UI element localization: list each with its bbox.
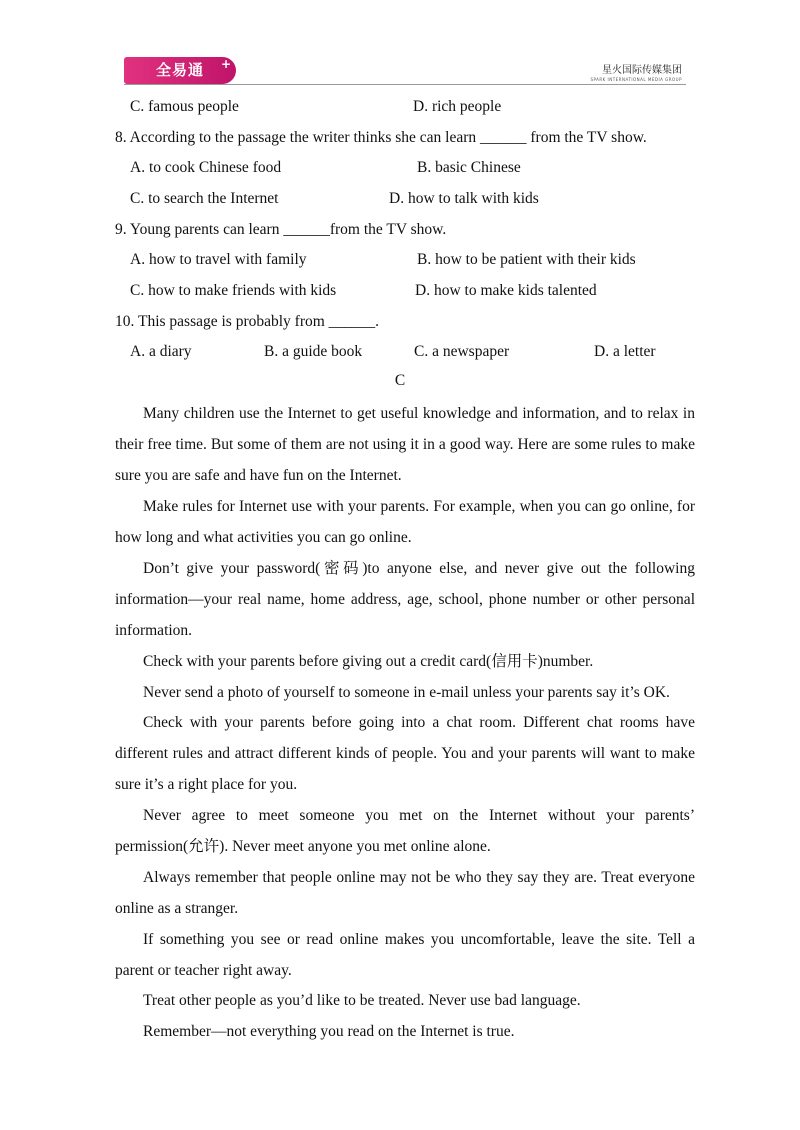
passage-paragraph-3: Don’t give your password(密码)to anyone else, and never give out the following information—your real name, home address, age, school, phone number or other personal information. — [115, 560, 695, 639]
logo-text: 全易通 — [155, 61, 204, 79]
publisher-logo — [124, 57, 236, 84]
section-label: C — [394, 372, 406, 389]
q10-option-c: C. a newspaper — [414, 343, 510, 360]
passage-paragraph-1: Many children use the Internet to get useful knowledge and information, and to relax in their free time. But some of them are not using it in a good way. Here are some rules to make sure you are safe and have fun on the Internet. — [115, 405, 695, 484]
q8-option-d: D. how to talk with kids — [389, 190, 539, 207]
q8-stem: 8. According to the passage the writer thinks she can learn ______ from the TV show. — [115, 129, 647, 146]
q7-option-d: D. rich people — [413, 98, 502, 115]
q8-option-c: C. to search the Internet — [130, 190, 279, 207]
passage-paragraph-10: Treat other people as you’d like to be treated. Never use bad language. — [143, 992, 581, 1009]
brand-text: 星火国际传媒集团 — [602, 65, 682, 76]
q7-option-c: C. famous people — [130, 98, 239, 115]
header-divider — [124, 84, 686, 85]
q9-option-c: C. how to make friends with kids — [130, 282, 337, 299]
q10-option-d: D. a letter — [594, 343, 656, 360]
passage-paragraph-7: Never agree to meet someone you met on the Internet without your parents’ permission(允许). Never meet anyone you met online alone. — [115, 807, 695, 855]
passage-paragraph-5: Never send a photo of yourself to someone in e-mail unless your parents say it’s OK. — [143, 684, 670, 701]
logo-plus: + — [220, 57, 232, 71]
q10-option-a: A. a diary — [130, 343, 192, 360]
q9-option-a: A. how to travel with family — [130, 251, 307, 268]
passage-paragraph-2: Make rules for Internet use with your parents. For example, when you can go online, for how long and what activities you can go online. — [115, 498, 695, 546]
q9-option-d: D. how to make kids talented — [415, 282, 597, 299]
passage-paragraph-6: Check with your parents before going into a chat room. Different chat rooms have different rules and attract different kinds of people. You and your parents will want to make sure it’s a right place for you. — [115, 714, 695, 793]
q9-stem: 9. Young parents can learn ______from the TV show. — [115, 221, 447, 238]
q10-option-b: B. a guide book — [264, 343, 363, 360]
q8-option-b: B. basic Chinese — [417, 159, 521, 176]
q9-option-b: B. how to be patient with their kids — [417, 251, 636, 268]
passage-paragraph-11: Remember—not everything you read on the Internet is true. — [143, 1023, 515, 1040]
q8-option-a: A. to cook Chinese food — [130, 159, 282, 176]
brand-name — [590, 61, 682, 82]
passage-paragraph-4: Check with your parents before giving out a credit card(信用卡)number. — [143, 653, 594, 670]
passage-paragraph-8: Always remember that people online may not be who they say they are. Treat everyone online as a stranger. — [115, 869, 695, 917]
q10-stem: 10. This passage is probably from ______. — [115, 313, 380, 330]
brand-subtitle: SPARK INTERNATIONAL MEDIA GROUP — [590, 77, 682, 82]
passage-paragraph-9: If something you see or read online makes you uncomfortable, leave the site. Tell a parent or teacher right away. — [115, 931, 695, 979]
